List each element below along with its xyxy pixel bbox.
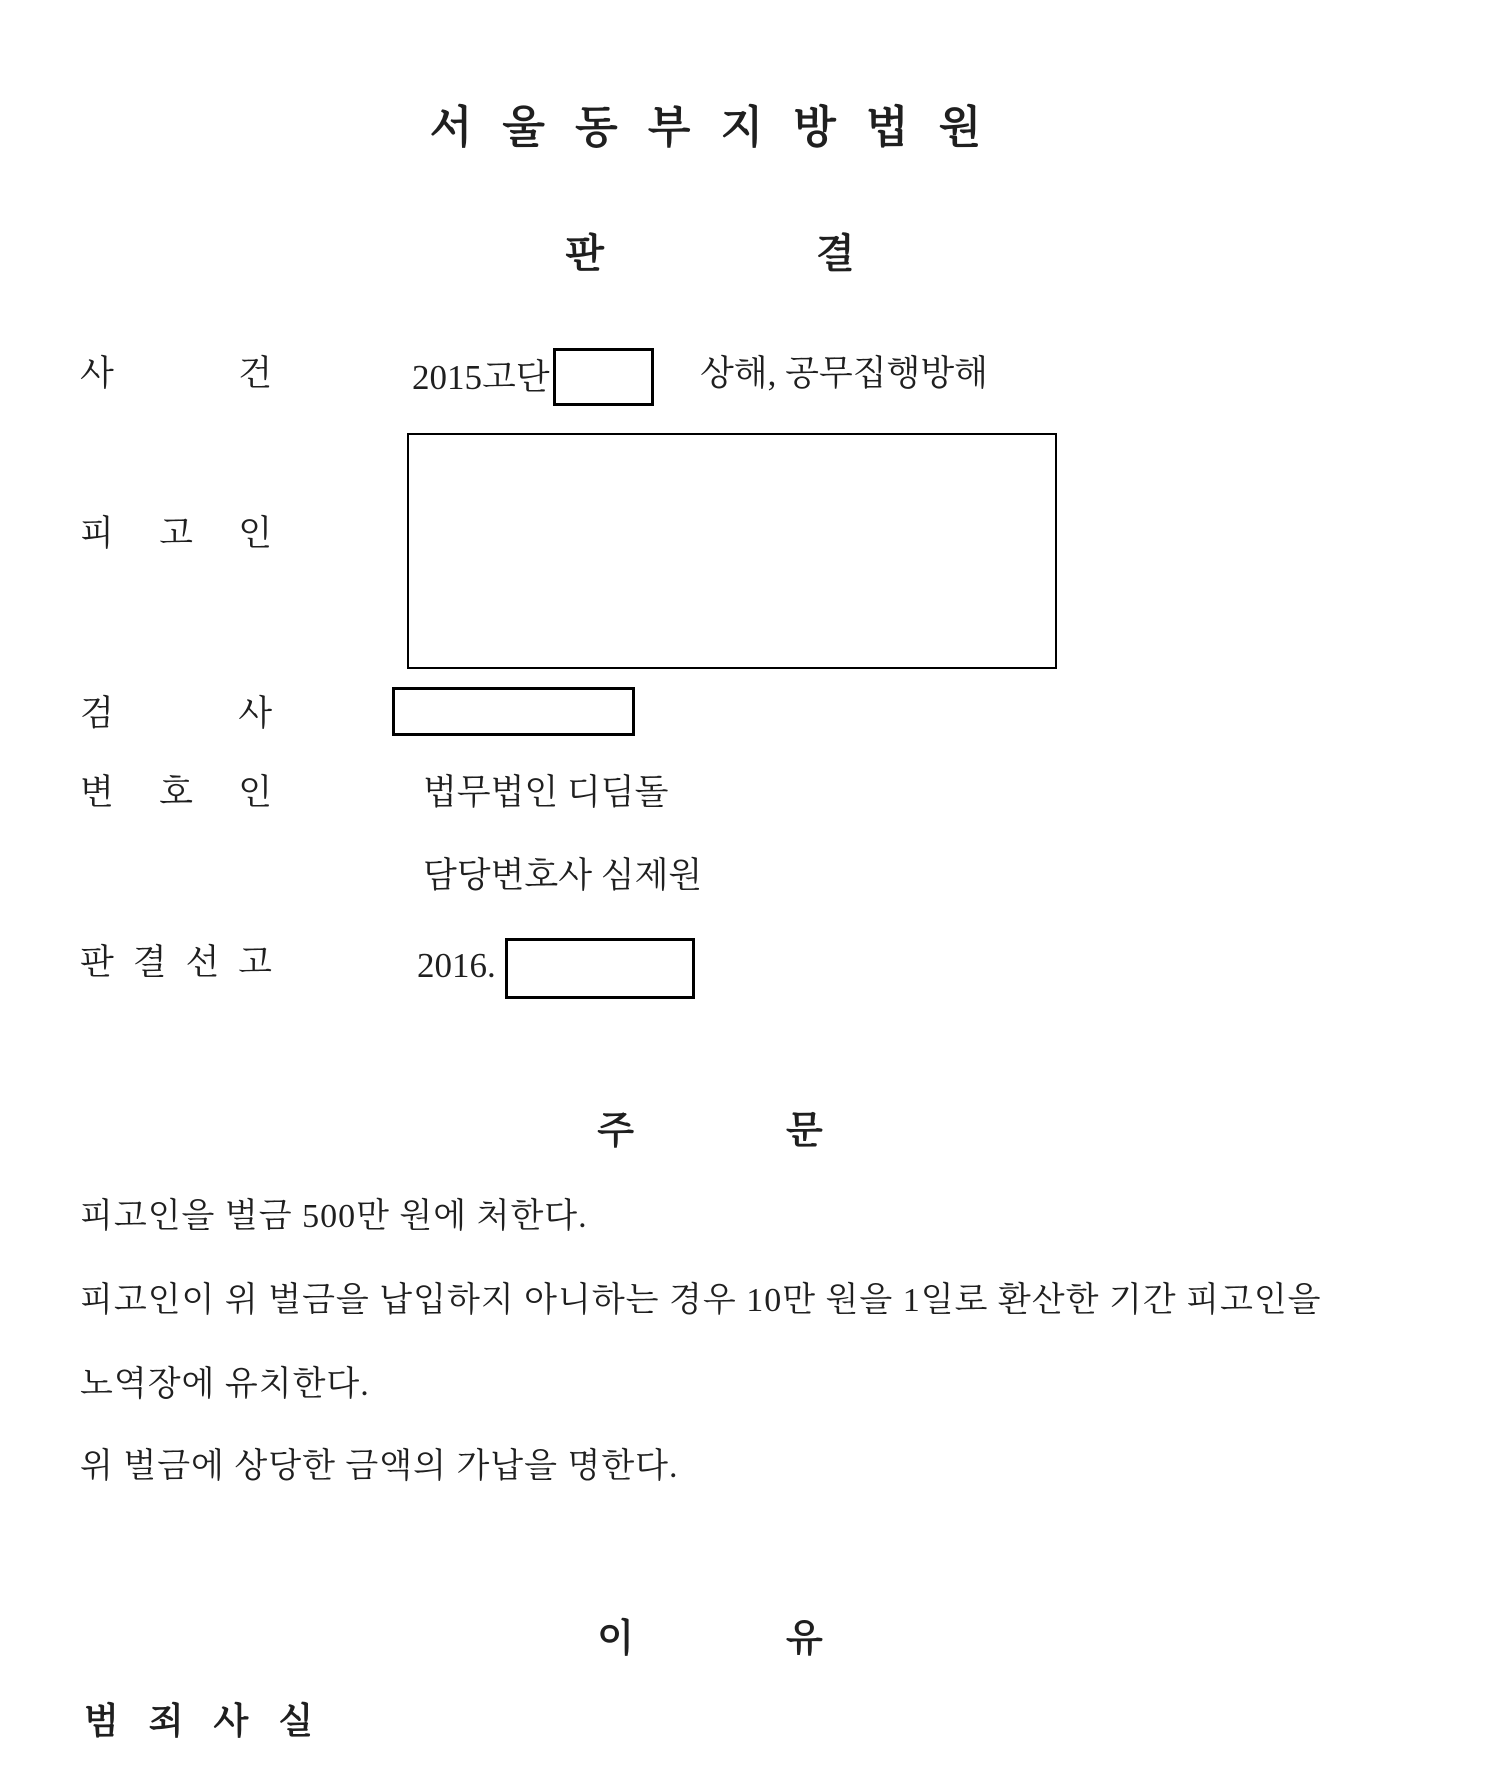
sentencing-date-label-char: 선 <box>185 943 220 982</box>
case-label <box>80 356 272 391</box>
sentencing-date-label-char: 판 <box>80 943 114 982</box>
defendant-label <box>80 516 272 551</box>
judgment-heading-left-char: 판 <box>565 232 604 276</box>
reason-heading <box>0 1620 1420 1658</box>
case-offenses-text: 상해, 공무집행방해 <box>700 354 988 393</box>
order-line: 피고인이 위 벌금을 납입하지 아니하는 경우 10만 원을 1일로 환산한 기간 피고인을 <box>80 1282 1322 1319</box>
prosecutor-label-char: 사 <box>238 694 272 733</box>
defense-counsel-label-char: 변 <box>80 773 114 812</box>
sentencing-date-label-char: 결 <box>132 943 167 982</box>
order-line: 노역장에 유치한다. <box>80 1366 370 1403</box>
prosecutor-redaction-box <box>392 687 635 736</box>
defendant-label-char: 인 <box>238 514 272 553</box>
defense-counsel-label-char: 인 <box>238 773 272 812</box>
defendant-label-char: 고 <box>159 514 193 553</box>
order-heading-right-char: 문 <box>786 1110 823 1152</box>
order-line: 피고인을 벌금 500만 원에 처한다. <box>80 1198 588 1235</box>
order-heading-left-char: 주 <box>597 1110 634 1152</box>
defendant-redaction-box <box>407 433 1057 669</box>
defense-attorney-name: 담당변호사 심제원 <box>423 856 703 895</box>
case-label-char: 사 <box>80 354 114 393</box>
judgment-heading <box>0 234 1420 274</box>
court-name-title: 서 울 동 부 지 방 법 원 <box>429 103 991 152</box>
sentencing-year-prefix: 2016. <box>417 946 496 985</box>
crime-facts-subheading: 범 죄 사 실 <box>84 1700 324 1741</box>
sentencing-date-label-char: 고 <box>238 943 272 982</box>
judgment-heading-right-char: 결 <box>816 232 855 276</box>
sentencing-date-label <box>80 945 272 980</box>
defense-counsel-label <box>80 775 272 810</box>
reason-heading-right-char: 유 <box>786 1618 823 1660</box>
prosecutor-label-char: 검 <box>80 694 114 733</box>
case-number-prefix: 2015고단 <box>412 358 550 397</box>
defendant-label-char: 피 <box>80 514 114 553</box>
defense-counsel-label-char: 호 <box>159 773 193 812</box>
order-heading <box>0 1112 1420 1150</box>
sentencing-date-redaction-box <box>505 938 695 999</box>
prosecutor-label <box>80 696 272 731</box>
defense-firm-name: 법무법인 디딤돌 <box>423 773 669 812</box>
reason-heading-left-char: 이 <box>597 1618 634 1660</box>
case-number-redaction-box <box>553 348 654 406</box>
case-label-char: 건 <box>238 354 272 393</box>
order-line: 위 벌금에 상당한 금액의 가납을 명한다. <box>80 1448 679 1485</box>
